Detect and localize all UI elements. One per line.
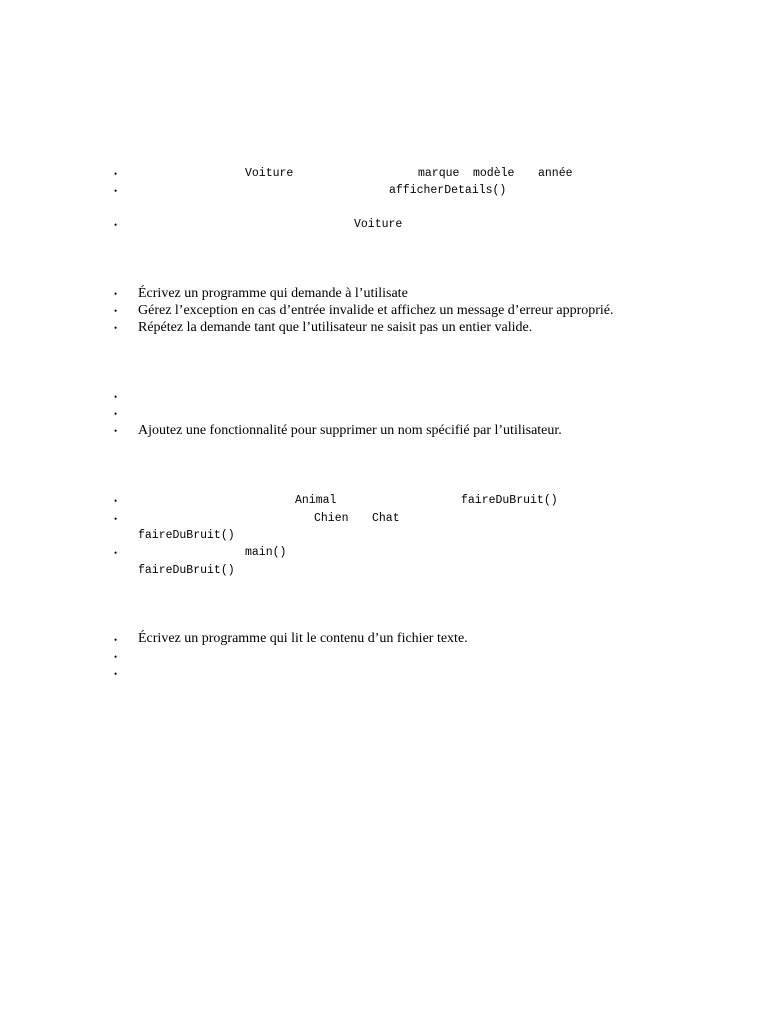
list-item: Gérez l’exception en cas d’entrée invalide et affichez un message d’erreur approprié. [138, 303, 614, 318]
bullet: • [114, 289, 118, 299]
code-class-chien: Chien [314, 512, 349, 525]
code-method-fairedubruit-3: faireDuBruit() [138, 564, 235, 577]
bullet: • [114, 409, 118, 419]
list-item: Écrivez un programme qui demande à l’utilisate [138, 286, 408, 301]
bullet: • [114, 220, 118, 230]
bullet: • [114, 548, 118, 558]
code-attr-modele: modèle [473, 167, 515, 180]
bullet: • [114, 635, 118, 645]
code-method-fairedubruit-2: faireDuBruit() [138, 529, 235, 542]
bullet: • [114, 186, 118, 196]
code-class-animal: Animal [295, 494, 337, 507]
bullet: • [114, 306, 118, 316]
bullet: • [114, 426, 118, 436]
code-class-voiture-2: Voiture [354, 218, 403, 231]
list-item: Répétez la demande tant que l’utilisateur ne saisit pas un entier valide. [138, 320, 533, 335]
bullet: • [114, 392, 118, 402]
bullet: • [114, 652, 118, 662]
code-method-fairedubruit: faireDuBruit() [461, 494, 558, 507]
code-class-voiture: Voiture [245, 167, 294, 180]
code-attr-marque: marque [418, 167, 460, 180]
code-method-afficherdetails: afficherDetails() [389, 184, 507, 197]
bullet: • [114, 169, 118, 179]
list-item: Ajoutez une fonctionnalité pour supprimer un nom spécifié par l’utilisateur. [138, 423, 562, 438]
list-item: Écrivez un programme qui lit le contenu d’un fichier texte. [138, 631, 468, 646]
code-attr-annee: année [538, 167, 573, 180]
code-class-chat: Chat [372, 512, 400, 525]
bullet: • [114, 514, 118, 524]
code-method-main: main() [245, 546, 287, 559]
bullet: • [114, 496, 118, 506]
bullet: • [114, 669, 118, 679]
bullet: • [114, 323, 118, 333]
